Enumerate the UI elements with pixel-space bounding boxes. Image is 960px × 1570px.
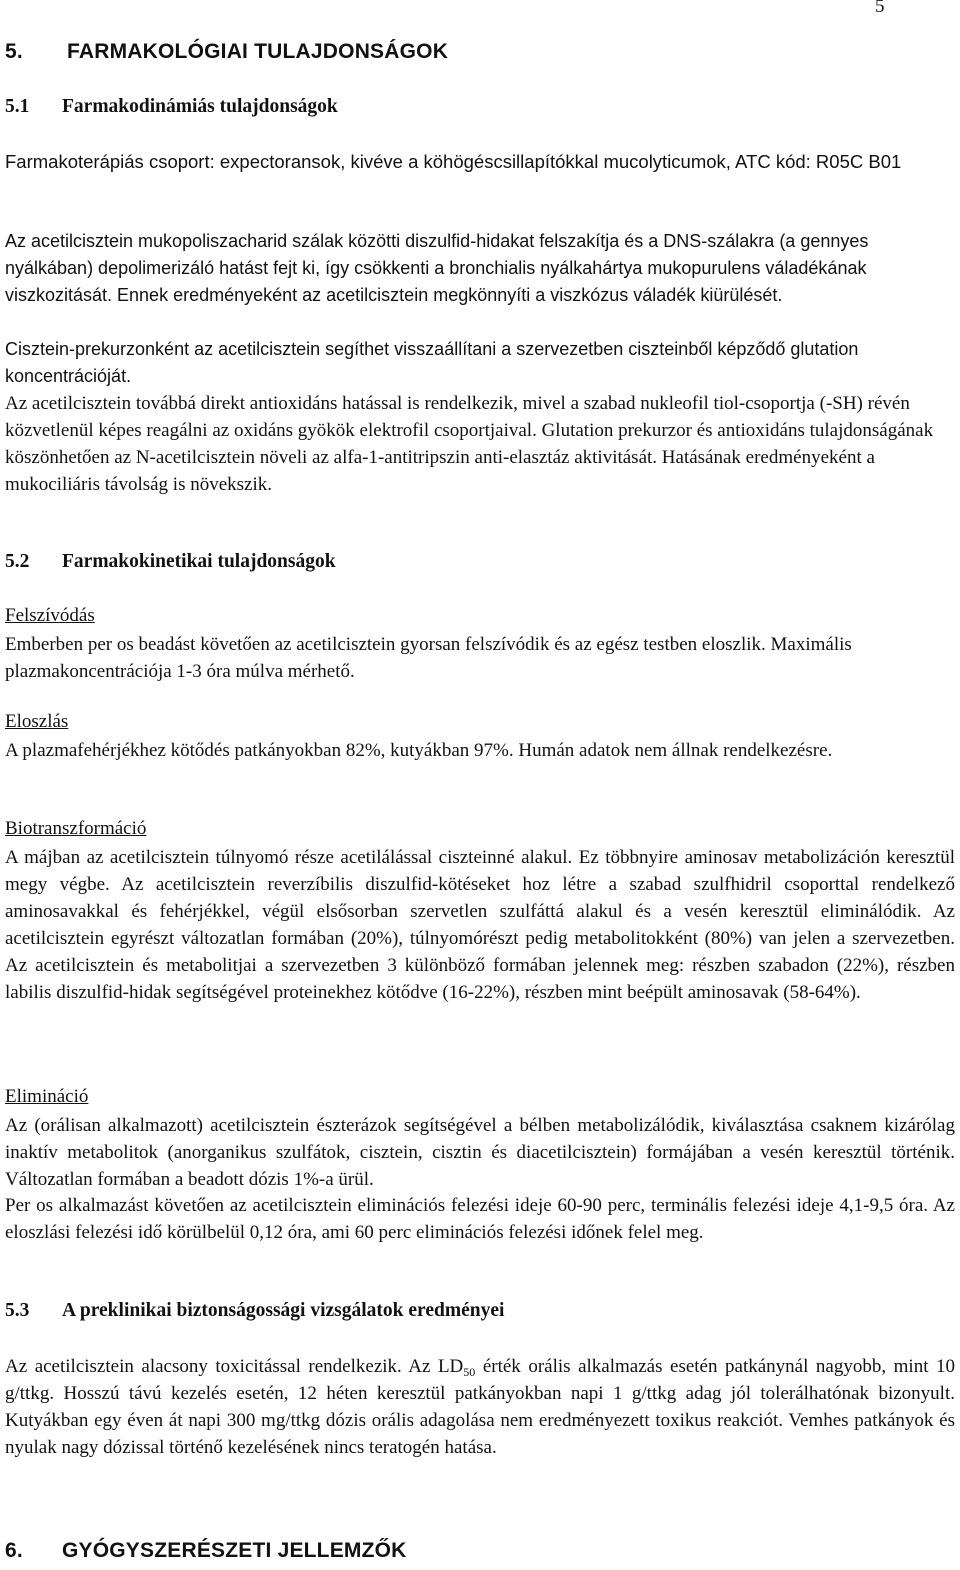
- section-6-heading: [5, 1539, 407, 1563]
- page-number: 5: [875, 0, 885, 17]
- ld50-subscript: 50: [463, 1365, 476, 1379]
- distribution-label: Eloszlás: [5, 711, 69, 732]
- section-5-number: 5.: [5, 40, 23, 63]
- pharmacodynamics-paragraph-3: Az acetilcisztein továbbá direkt antioxidáns hatással is rendelkezik, mivel a szabad nukleofil tiol-csoportja (-SH) révén közvetlenül képes reagálni az oxidáns gyökök elektrofil csoportjaival. Glutation prekurzor és antioxidáns tulajdonságának köszönhetően az N-acetilcisztein növeli az alfa-1-antitripszin anti-elasztáz aktivitását. Hatásának eredményeként a mukociliáris távolság is növekszik.: [5, 393, 934, 495]
- section-5-1-number: 5.1: [5, 96, 30, 117]
- biotransformation-label: Biotranszformáció: [5, 818, 147, 839]
- pharmacodynamics-paragraph-2: Cisztein-prekurzonként az acetilcisztein segíthet visszaállítani a szervezetben ciszteinből képződő glutation koncentrációját.: [5, 339, 859, 386]
- preclinical-text: [5, 1353, 955, 1461]
- absorption-label: Felszívódás: [5, 605, 95, 626]
- biotransformation-text: A májban az acetilcisztein túlnyomó része acetilálással ciszteinné alakul. Ez többnyire aminosav metabolizáción keresztül megy végbe. Az acetilcisztein reverzíbilis diszulfid-kötéseket hoz létre a szabad szulfhidril csoporttal rendelkező aminosavakkal és fehérjékkel, végül elsősorban szervetlen szulfáttá alakul és a vesén keresztül eliminálódik. Az acetilcisztein egyrészt változatlan formában (20%), túlnyomórészt pedig metabolitokként (80%) van jelen a szervezetben. Az acetilcisztein és metabolitjai a szervezetben 3 különböző formában jelennek meg: részben szabadon (22%), részben labilis diszulfid-hidak segítségével proteinekhez kötődve (16-22%), részben mint beépült aminosavak (58-64%).: [5, 847, 955, 1003]
- absorption-text: Emberben per os beadást követően az acetilcisztein gyorsan felszívódik és az egész testben eloszlik. Maximális plazmakoncentrációja 1-3 óra múlva mérhető.: [5, 634, 852, 682]
- elimination-label: Elimináció: [5, 1086, 89, 1107]
- elimination-text-2: Per os alkalmazást követően az acetilcisztein eliminációs felezési ideje 60-90 perc, terminális felezési ideje 4,1-9,5 óra. Az eloszlási felezési idő körülbelül 0,12 óra, ami 60 perc eliminációs felezési időnek felel meg.: [5, 1195, 955, 1243]
- section-5-3-heading: [5, 1300, 504, 1322]
- section-6-title: GYÓGYSZERÉSZETI JELLEMZŐK: [62, 1539, 407, 1562]
- section-5-3-title: A preklinikai biztonságossági vizsgálatok eredményei: [62, 1300, 505, 1321]
- section-6-number: 6.: [5, 1539, 23, 1562]
- pharmacotherapeutic-group: Farmakoterápiás csoport: expectoransok, kivéve a köhögéscsillapítókkal mucolyticumok, ATC kód: R05C B01: [5, 151, 902, 172]
- section-5-2-number: 5.2: [5, 551, 30, 572]
- preclinical-text-rest: érték orális alkalmazás esetén patkánynál nagyobb, mint 10 g/ttkg. Hosszú távú kezelés esetén, 12 héten keresztül patkányokban napi 1 g/ttkg adag jól tolerálhatónak bizonyult. Kutyákban egy éven át napi 300 mg/ttkg dózis orális adagolása nem eredményezett toxikus reakciót. Vemhes patkányok és nyulak nagy dózissal történő kezelésének nincs teratogén hatása.: [5, 1356, 956, 1458]
- section-5-1-title: Farmakodinámiás tulajdonságok: [62, 96, 338, 117]
- pharmacodynamics-paragraph-1: Az acetilcisztein mukopoliszacharid szálak közötti diszulfid-hidakat felszakítja és a DNS-szálakra (a gennyes nyálkában) depolimerizáló hatást fejt ki, így csökkenti a bronchialis nyálkahártya mukopurulens váladékának viszkozitását. Ennek eredményeként az acetilcisztein megkönnyíti a viszkózus váladék kiürülését.: [5, 231, 869, 305]
- section-5-2-heading: [5, 551, 336, 573]
- section-5-heading: [5, 40, 448, 64]
- section-5-title: FARMAKOLÓGIAI TULAJDONSÁGOK: [67, 40, 449, 63]
- distribution-text: A plazmafehérjékhez kötődés patkányokban 82%, kutyákban 97%. Humán adatok nem állnak rendelkezésre.: [5, 740, 833, 761]
- elimination-text-1: Az (orálisan alkalmazott) acetilcisztein észterázok segítségével a bélben metabolizálódik, kiválasztása csaknem kizárólag inaktív metabolitok (anorganikus szulfátok, cisztein, cisztin és diacetilcisztein) formájában a vesén keresztül történik. Változatlan formában a beadott dózis 1%-a ürül.: [5, 1115, 955, 1190]
- section-5-2-title: Farmakokinetikai tulajdonságok: [62, 551, 336, 572]
- section-5-3-number: 5.3: [5, 1300, 30, 1321]
- section-5-1-heading: [5, 96, 338, 118]
- preclinical-text-start: Az acetilcisztein alacsony toxicitással rendelkezik. Az LD: [5, 1356, 464, 1377]
